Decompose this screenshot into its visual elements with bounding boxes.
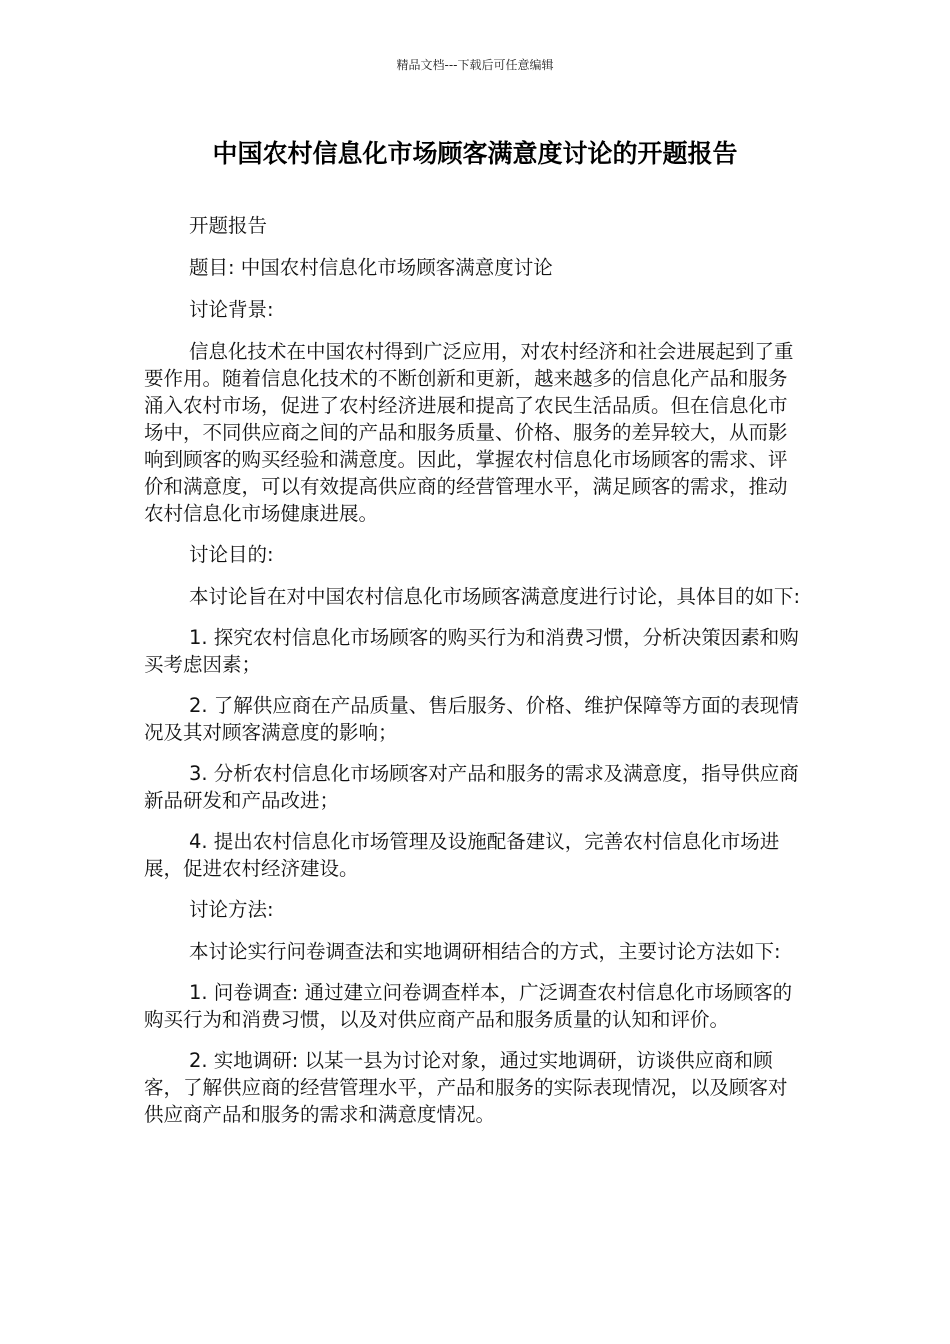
paragraph-topic: 题目: 中国农村信息化市场顾客满意度讨论: [189, 256, 553, 279]
paragraph-method-intro: 本讨论实行问卷调查法和实地调研相结合的方式，主要讨论方法如下:: [189, 940, 781, 963]
list-item-purpose-1: 1. 探究农村信息化市场顾客的购买行为和消费习惯，分析决策因素和购买考虑因素；: [144, 626, 799, 676]
list-item-purpose-2: 2. 了解供应商在产品质量、售后服务、价格、维护保障等方面的表现情况及其对顾客满意度的影响；: [144, 694, 799, 744]
page-header: 精品文档---下载后可任意编辑: [396, 58, 554, 72]
document-body: [144, 212, 804, 1142]
paragraph-purpose-intro: 本讨论旨在对中国农村信息化市场顾客满意度进行讨论，具体目的如下:: [189, 585, 801, 608]
paragraph-report-label: 开题报告: [189, 214, 268, 237]
heading-method: 讨论方法:: [189, 898, 274, 921]
list-item-method-1: 1. 问卷调查: 通过建立问卷调查样本，广泛调查农村信息化市场顾客的购买行为和消费习惯，以及对供应商产品和服务质量的认知和评价。: [144, 981, 793, 1031]
heading-background: 讨论背景:: [189, 298, 274, 321]
heading-purpose: 讨论目的:: [189, 543, 274, 566]
list-item-purpose-4: 4. 提出农村信息化市场管理及设施配备建议，完善农村信息化市场进展，促进农村经济建设。: [144, 830, 780, 880]
paragraph-background: 信息化技术在中国农村得到广泛应用，对农村经济和社会进展起到了重要作用。随着信息化技术的不断创新和更新，越来越多的信息化产品和服务涌入农村市场，促进了农村经济进展和提高了农民生活品质。但在信息化市场中，不同供应商之间的产品和服务质量、价格、服务的差异较大，从而影响到顾客的购买经验和满意度。因此，掌握农村信息化市场顾客的需求、评价和满意度，可以有效提高供应商的经营管理水平，满足顾客的需求，推动农村信息化市场健康进展。: [144, 340, 794, 525]
list-item-method-2: 2. 实地调研: 以某一县为讨论对象，通过实地调研，访谈供应商和顾客，了解供应商的经营管理水平，产品和服务的实际表现情况，以及顾客对供应商产品和服务的需求和满意度情况。: [144, 1049, 788, 1126]
document-title: 中国农村信息化市场顾客满意度讨论的开题报告: [212, 139, 738, 168]
list-item-purpose-3: 3. 分析农村信息化市场顾客对产品和服务的需求及满意度，指导供应商新品研发和产品改进；: [144, 762, 799, 812]
